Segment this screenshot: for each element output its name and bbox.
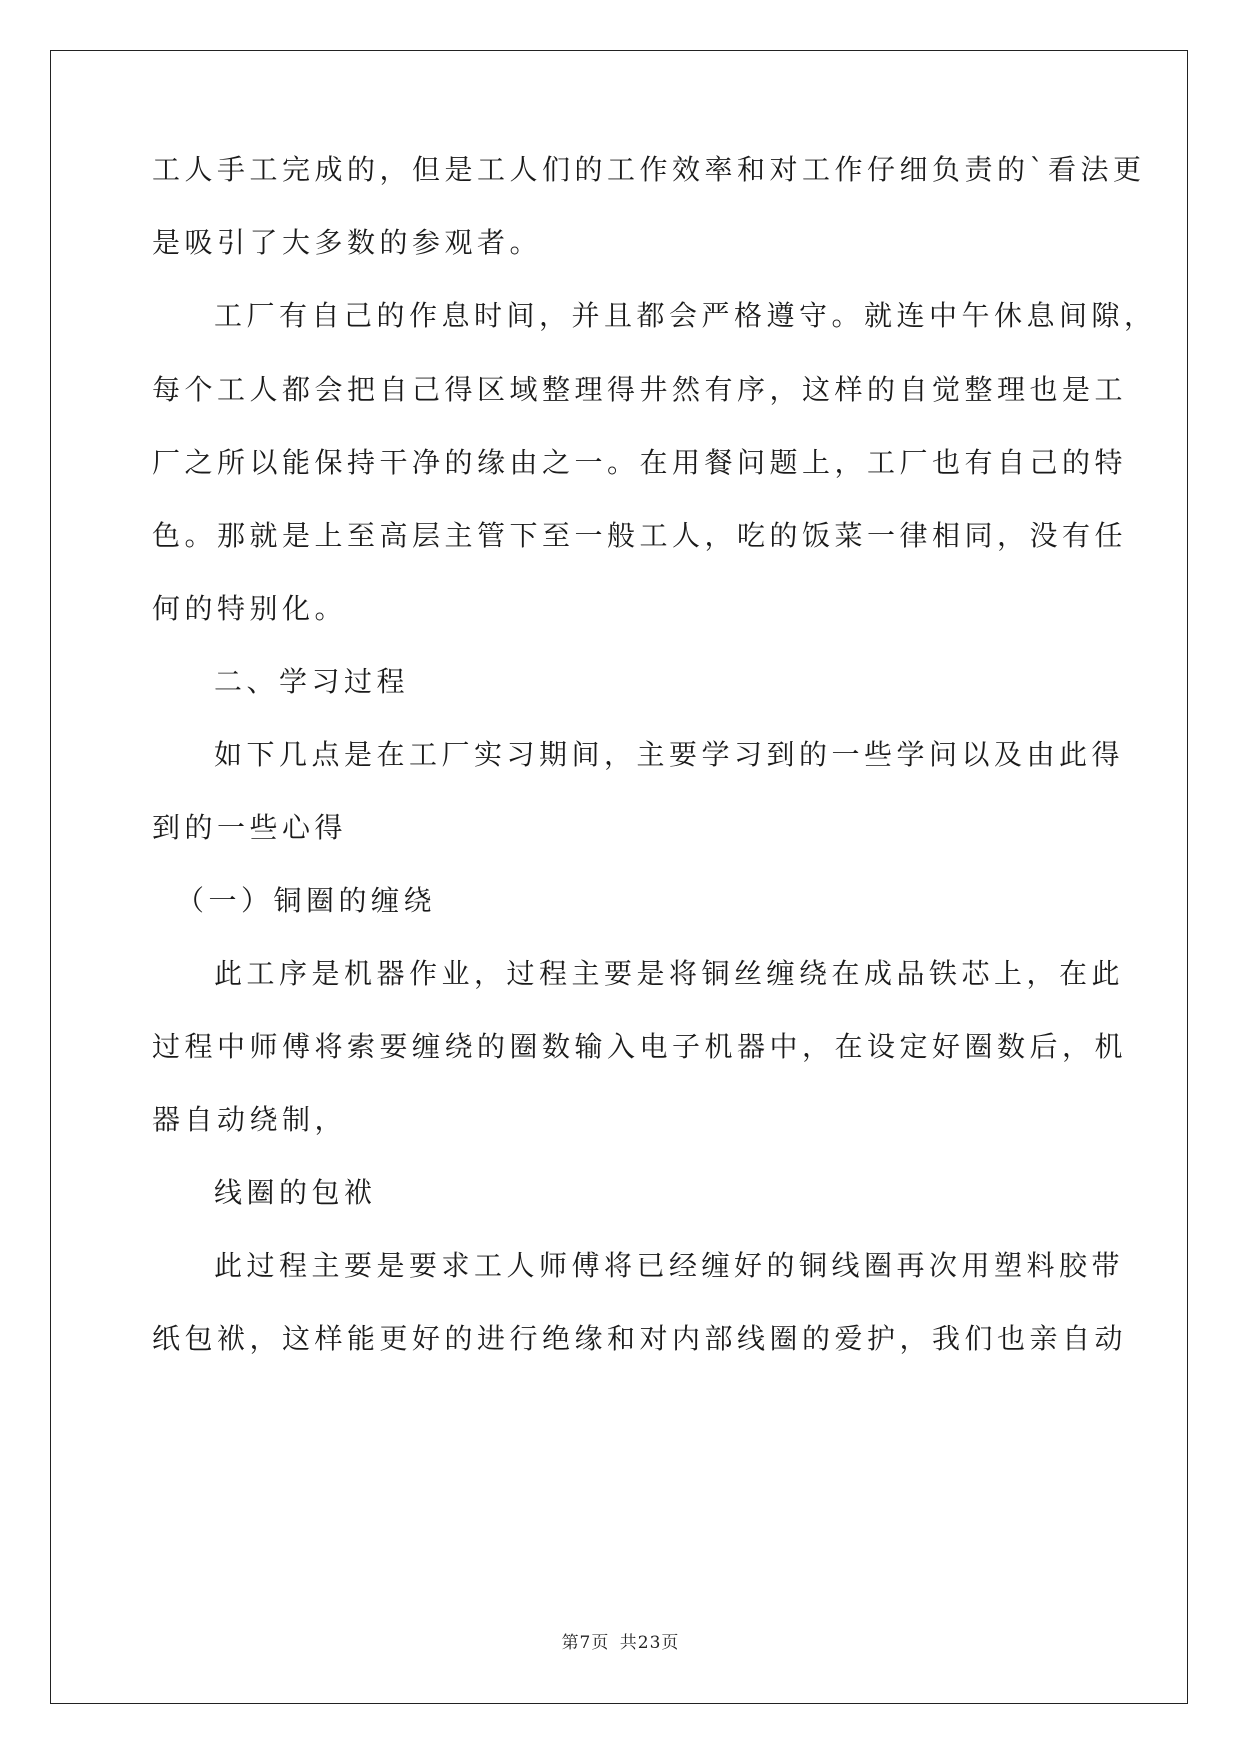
text-line: 过程中师傅将索要缠绕的圈数输入电子机器中，在设定好圈数后，机 <box>152 1030 1128 1063</box>
text-line: 何的特别化。 <box>152 592 348 625</box>
paragraph-start: 此工序是机器作业，过程主要是将铜丝缠绕在成品铁芯上，在此 <box>214 957 1125 990</box>
page-footer <box>0 1628 1241 1653</box>
section-heading: 二、学习过程 <box>214 665 410 698</box>
paragraph-start: 工厂有自己的作息时间，并且都会严格遵守。就连中午休息间隙， <box>214 299 1157 332</box>
text-line: 色。那就是上至高层主管下至一般工人，吃的饭菜一律相同，没有任 <box>152 519 1128 552</box>
text-line: 到的一些心得 <box>152 811 348 844</box>
text-line: 器自动绕制， <box>152 1103 348 1136</box>
paragraph-start: 如下几点是在工厂实习期间，主要学习到的一些学问以及由此得 <box>214 738 1125 771</box>
paragraph-start: 此过程主要是要求工人师傅将已经缠好的铜线圈再次用塑料胶带 <box>214 1249 1125 1282</box>
text-line: 是吸引了大多数的参观者。 <box>152 226 543 259</box>
text-line: 每个工人都会把自己得区域整理得井然有序，这样的自觉整理也是工 <box>152 373 1128 406</box>
text-line: 工人手工完成的，但是工人们的工作效率和对工作仔细负责的`看法更 <box>152 153 1146 186</box>
text-line: 纸包袱，这样能更好的进行绝缘和对内部线圈的爱护，我们也亲自动 <box>152 1322 1128 1355</box>
page-total: 共23页 <box>619 1633 680 1653</box>
subsection-heading: 线圈的包袱 <box>214 1176 377 1209</box>
page-number: 第7页 <box>561 1633 610 1653</box>
subsection-heading: （一）铜圈的缠绕 <box>176 884 437 917</box>
text-line: 厂之所以能保持干净的缘由之一。在用餐问题上，工厂也有自己的特 <box>152 446 1128 479</box>
